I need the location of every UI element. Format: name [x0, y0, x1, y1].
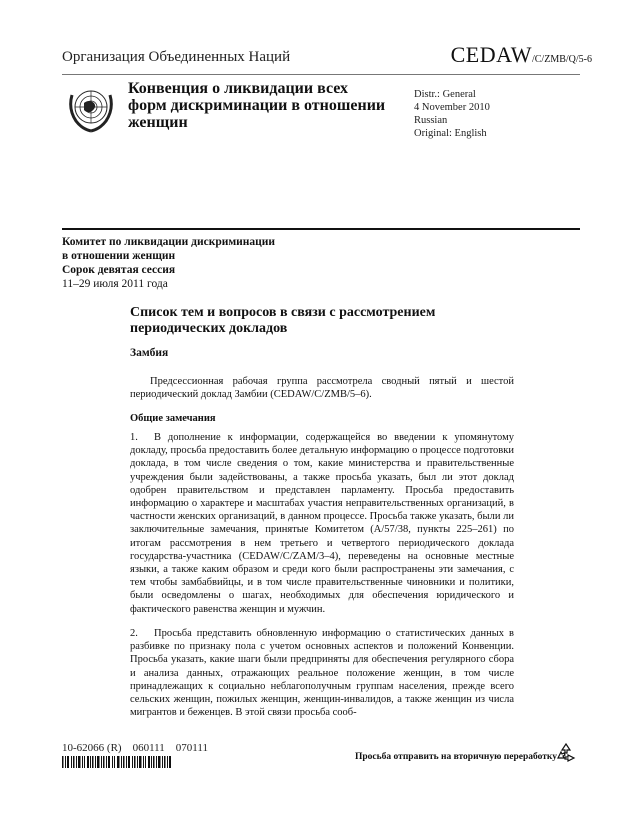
distribution-block [414, 88, 490, 140]
barcode-icon [62, 756, 172, 768]
distr-date: 4 November 2010 [414, 102, 490, 113]
recycle-icon [555, 742, 577, 764]
paragraph-2 [130, 627, 514, 719]
distr-label: Distr.: General [414, 89, 476, 100]
organization-name: Организация Объединенных Наций [62, 49, 291, 65]
country-heading: Замбия [130, 347, 169, 359]
section-rule [62, 228, 580, 230]
symbol-main: CEDAW [450, 42, 532, 67]
document-symbol [451, 42, 592, 68]
paragraph-number: 2. [130, 628, 138, 639]
committee-block [62, 235, 275, 291]
distr-original: Original: English [414, 128, 487, 139]
document-title: Список тем и вопросов в связи с рассмотрением периодических докладов [130, 305, 436, 336]
committee-session: Сорок девятая сессия [62, 264, 176, 276]
paragraph-text: Просьба представить обновленную информацию о статистических данных в разбивке по признаку пола с учетом основных аспектов и положений Конвенции. Просьба указать, какие шаги были предприняты для обеспечения регулярного сбора и анализа данных, отражающих реальное положение женщин, в том числе принадлежащих к социально неблагополучным группам населения, прежде всего сельских женщин, пожилых женщин, женщин-инвалидов, а также женщин из числа мигрантов и беженцев. В этой связи просьба сооб- [130, 628, 514, 719]
intro-paragraph: Предсессионная рабочая группа рассмотрела сводный пятый и шестой периодический доклад Замбии (CEDAW/C/ZMB/5–6). [130, 376, 514, 401]
convention-title: Конвенция о ликвидации всех форм дискриминации в отношении женщин [128, 80, 386, 131]
paragraph-number: 1. [130, 432, 138, 443]
paragraph-text: В дополнение к информации, содержащейся во введении к упомянутому докладу, просьба предоставить более детальную информацию о процессе подготовки доклада, в том числе сведения о том, какие министерства и правительственные учреждения были задействованы, а также просьба указать, был ли этот доклад одобрен правительством и представлен парламенту. Просьба предоставить информацию о характере и масштабах участия неправительственных организаций, в частности женских организаций, в данном процессе. Просьба также указать, были ли заключительные замечания, принятые Комитетом (A/57/38, пункты 225–261) по итогам рассмотрения в нем третьего и четвертого периодического доклада государства-участника (CEDAW/C/ZAM/3–4), переведены на основные местные языки, а также каким образом и среди кого были распространены эти замечания, с тем чтобы замбабвийцы, и в том числе правительственные чиновники и политики, были осведомлены о шагах, необходимых для обеспечения юридического и фактического равенства женщин и мужчин. [130, 432, 514, 615]
committee-name-line1: Комитет по ликвидации дискриминации [62, 236, 276, 248]
committee-name-line2: в отношении женщин [62, 250, 176, 262]
header-rule [62, 74, 580, 75]
committee-dates: 11–29 июля 2011 года [62, 278, 168, 290]
distr-language: Russian [414, 115, 448, 126]
symbol-suffix: /C/ZMB/Q/5-6 [531, 54, 592, 65]
paragraph-1 [130, 431, 514, 616]
job-number: 10-62066 (R) 060111 070111 [62, 742, 208, 754]
un-emblem-icon [64, 81, 118, 135]
recycle-note: Просьба отправить на вторичную переработку [355, 752, 557, 762]
section-heading: Общие замечания [130, 413, 216, 424]
